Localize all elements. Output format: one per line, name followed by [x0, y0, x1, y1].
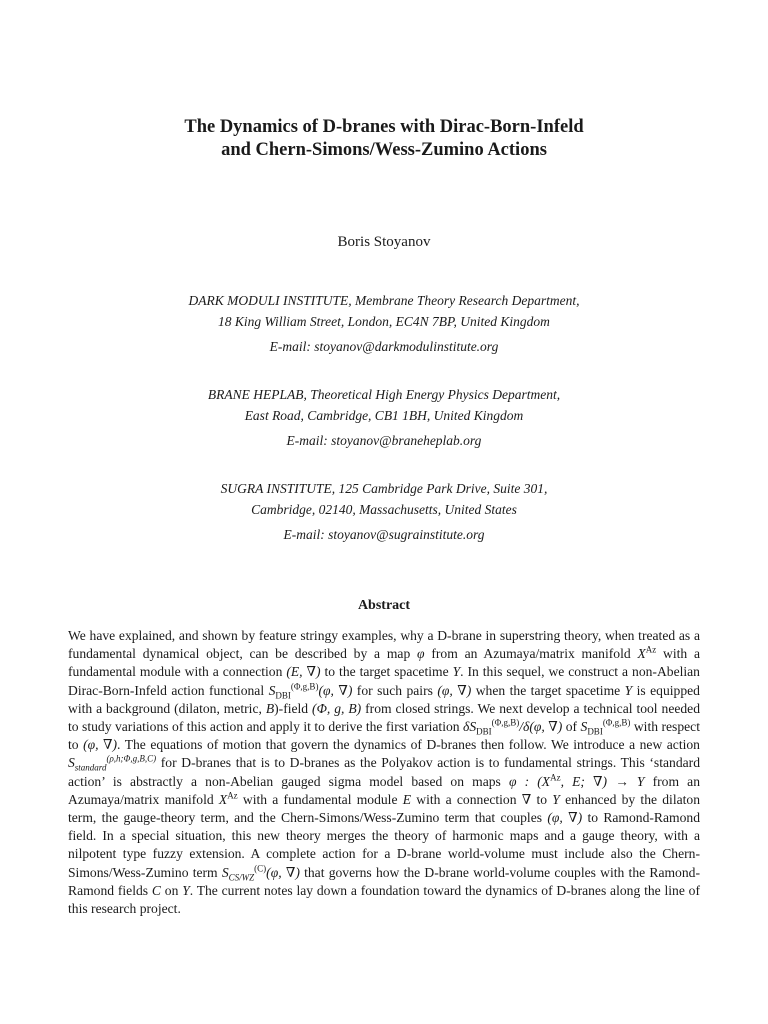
abstract-text-segment: . The current notes lay down a foundation toward the dynamics of D-branes along the line of this research project.: [68, 882, 700, 917]
math-delta-S: δS: [463, 719, 477, 735]
math-B: B: [265, 700, 275, 716]
title-line-1: The Dynamics of D-branes with Dirac-Born-Infeld: [184, 117, 584, 137]
math-superscript: (Φ,g,B): [602, 717, 631, 728]
math-C: C: [151, 882, 161, 898]
abstract-text-segment: with a fundamental module with a connection: [68, 646, 701, 680]
abstract-text-segment: from an Azumaya/matrix manifold: [424, 646, 638, 662]
abstract-text-segment: with a fundamental module: [237, 791, 403, 807]
abstract-text-segment: on: [160, 882, 183, 898]
math-phi: φ: [417, 646, 425, 662]
math-over-delta: /δ(φ, ∇): [519, 719, 563, 735]
abstract-text-segment: with respect to: [68, 719, 700, 753]
abstract-text-segment: from an Azumaya/matrix manifold: [68, 773, 700, 807]
abstract-text-segment: enhanced by the dilaton term, the gauge-theory term, and the Chern-Simons/Wess-Zumino term that couples: [68, 791, 701, 826]
abstract-text-segment: to the target spacetime: [320, 664, 453, 680]
affiliation-3-line-1: SUGRA INSTITUTE, 125 Cambridge Park Drive, Suite 301,: [220, 481, 548, 496]
math-phi-nabla: (φ, ∇): [547, 810, 583, 826]
math-subscript: standard: [74, 763, 107, 774]
math-Y: Y: [624, 682, 633, 698]
math-map-tail: , E; ∇) → Y: [560, 773, 645, 789]
abstract-text-segment: to: [531, 791, 553, 807]
abstract-text-segment: with a connection: [411, 791, 522, 807]
math-Y: Y: [182, 882, 190, 898]
abstract-text-segment: for D-branes that is to D-branes as the Polyakov action is to fundamental strings. This ‘standard action’ is abstractly a non-Abelian gauged sigma model based on maps: [68, 755, 700, 789]
abstract-text-segment: )-field: [274, 700, 313, 716]
abstract-text-segment: when the target spacetime: [471, 682, 625, 698]
abstract-text-segment: for such pairs: [352, 682, 438, 698]
math-superscript: Az: [645, 644, 657, 655]
abstract-text-segment: that governs how the D-brane world-volume couples with the Ramond-Ramond fields: [68, 864, 700, 898]
abstract-text-segment: . In this sequel, we construct a non-Abelian Dirac-Born-Infeld action functional: [68, 664, 700, 698]
affiliation-1-line-1: DARK MODULI INSTITUTE, Membrane Theory Research Department,: [188, 293, 580, 308]
abstract-heading: Abstract: [357, 598, 411, 613]
math-E-nabla: (E, ∇): [286, 664, 321, 680]
math-superscript: (Φ,g,B): [290, 681, 319, 692]
affiliation-2: [60, 384, 708, 451]
math-subscript: DBI: [275, 690, 291, 701]
math-S: S: [580, 719, 588, 735]
affiliation-3-email: E-mail: stoyanov@sugrainstitute.org: [283, 527, 485, 542]
math-phi-nabla: (φ, ∇): [266, 864, 300, 880]
title-line-2: and Chern-Simons/Wess-Zumino Actions: [221, 140, 547, 160]
math-Y: Y: [452, 664, 461, 680]
math-superscript: Az: [227, 790, 238, 801]
affiliation-2-line-2: East Road, Cambridge, CB1 1BH, United Kingdom: [244, 408, 524, 423]
math-phi-nabla: (φ, ∇): [437, 682, 472, 698]
math-X: X: [637, 646, 646, 662]
math-E: E: [402, 791, 412, 807]
math-phi-nabla: (φ, ∇): [83, 737, 118, 753]
affiliation-1: [60, 290, 708, 357]
math-nabla: ∇: [521, 791, 532, 807]
affiliation-3: [60, 478, 708, 545]
math-S: S: [221, 864, 229, 880]
affiliation-2-email: E-mail: stoyanov@braneheplab.org: [286, 433, 482, 448]
math-superscript: (Φ,g,B): [491, 717, 520, 728]
paper-title: [60, 116, 708, 162]
author-name: Boris Stoyanov: [337, 234, 431, 250]
math-subscript: DBI: [587, 726, 603, 737]
math-superscript: (C): [254, 863, 267, 874]
math-phi-nabla: (φ, ∇): [318, 682, 353, 698]
affiliation-1-line-2: 18 King William Street, London, EC4N 7BP, United Kingdom: [218, 314, 550, 329]
affiliation-3-line-2: Cambridge, 02140, Massachusetts, United States: [251, 502, 517, 517]
math-X: X: [218, 791, 228, 807]
math-subscript: DBI: [476, 726, 492, 737]
abstract-text-segment: of: [562, 719, 581, 735]
abstract-text-segment: is equipped with a background (dilaton, metric,: [68, 682, 700, 716]
abstract-text-segment: to Ramond-Ramond field. In a special situation, this new theory merges the theory of harmonic maps and a gauge theory, with a nilpotent type fuzzy extension. A complete action for a D-brane world-volume must include also the Chern-Simons/Wess-Zumino term: [68, 810, 700, 880]
affiliation-1-email: E-mail: stoyanov@darkmodulinstitute.org: [269, 339, 499, 354]
abstract-text: [68, 627, 700, 918]
math-superscript: Az: [550, 772, 561, 783]
math-S: S: [268, 682, 276, 698]
abstract-text-segment: We have explained, and shown by feature stringy examples, why a D-brane in superstring theory, when treated as a fundamental dynamical object, can be described by a map: [68, 628, 700, 662]
math-Y: Y: [552, 791, 560, 807]
abstract-text-segment: from closed strings. We next develop a technical tool needed to study variations of this action and apply it to derive the first variation: [68, 700, 701, 735]
math-superscript: (ρ,h;Φ,g,B,C): [106, 753, 157, 764]
affiliation-2-line-1: BRANE HEPLAB, Theoretical High Energy Physics Department,: [207, 387, 561, 402]
abstract-text-segment: . The equations of motion that govern the dynamics of D-branes then follow. We introduce a new action: [117, 737, 700, 753]
math-map: φ : (X: [508, 773, 551, 789]
math-Phi-g-B: (Φ, g, B): [312, 700, 362, 716]
math-subscript: CS/WZ: [228, 872, 255, 883]
math-S: S: [68, 755, 75, 771]
